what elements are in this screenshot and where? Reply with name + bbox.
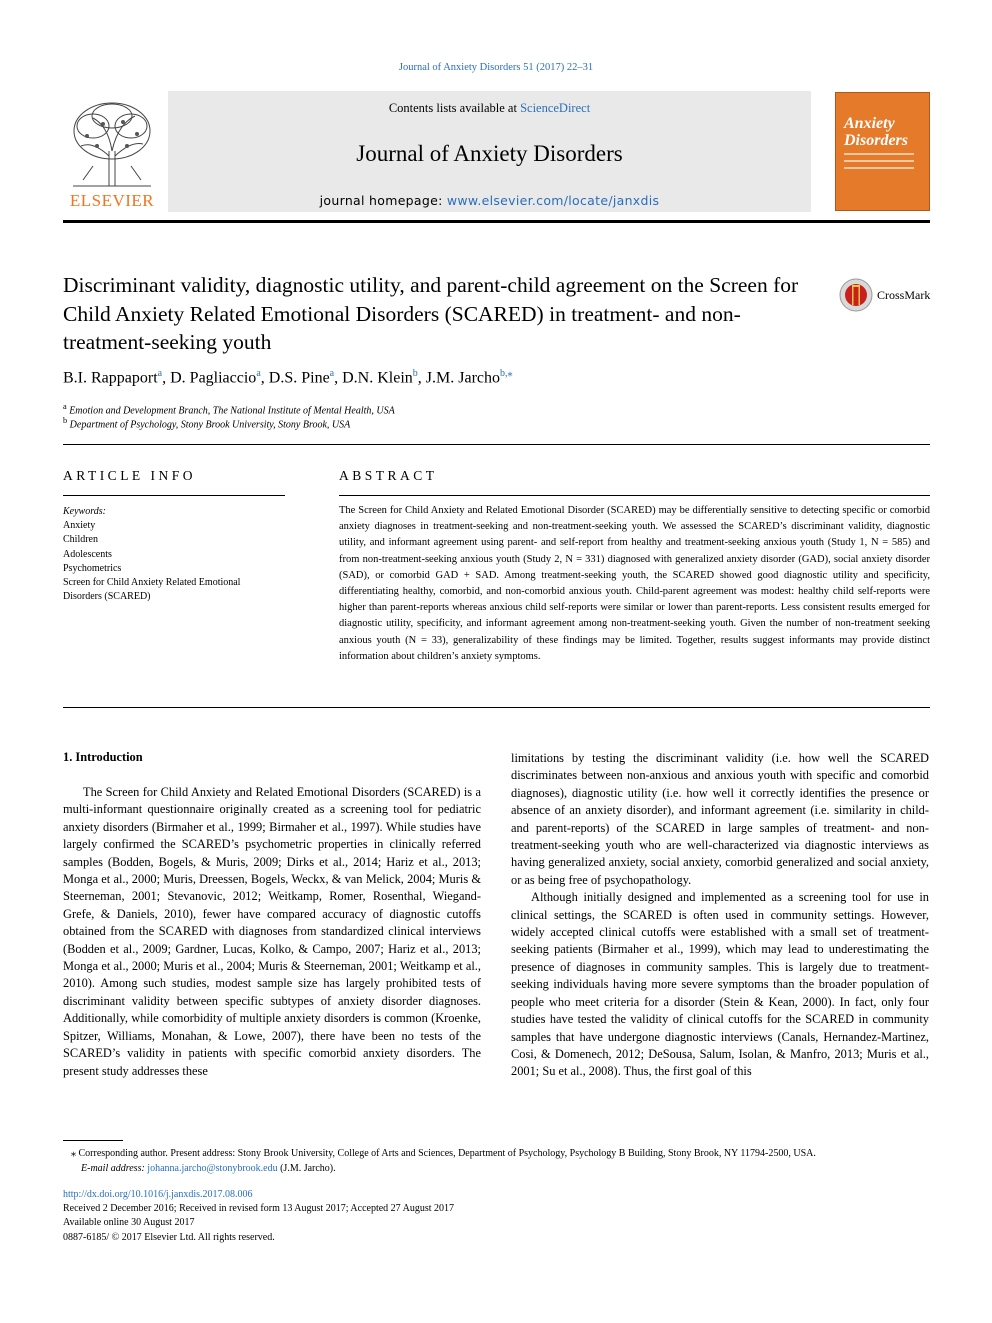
article-meta	[63, 1188, 454, 1245]
author[interactable]: B.I. Rappaport	[63, 369, 158, 387]
corresponding-author-note: Corresponding author. Present address: Stony Brook University, College of Arts and Sciences, Department of Psychology, Psychology B Building, Stony Brook, NY 11794-2500, USA.	[78, 1148, 816, 1159]
received-dates: Received 2 December 2016; Received in revised form 13 August 2017; Accepted 27 August 2017	[63, 1203, 455, 1215]
authors-divider	[63, 444, 930, 445]
keyword: Disorders (SCARED)	[63, 591, 151, 603]
footnote	[63, 1146, 930, 1176]
intro-paragraph: limitations by testing the discriminant validity (i.e. how well the SCARED discriminates between non-anxious and anxious youth with specific and comorbid diagnoses), diagnostic utility (i.e. how well it correctly identifies the presence or absence of an anxiety disorder), and informant agreement (i.e. similarity in child- and parent-reports) of the SCARED in large samples of treatment- and non-treatment-seeking youth who are well-characterized via diagnostic interviews as having generalized anxiety, social anxiety, comorbid generalized and social anxiety, or as being free of psychopathology.	[511, 751, 929, 887]
author-sup: b,⁎	[500, 368, 513, 379]
crossmark-badge[interactable]	[838, 277, 930, 313]
article-info-heading: ARTICLE INFO	[63, 468, 197, 483]
author-sup: b	[412, 368, 418, 379]
email-suffix: (J.M. Jarcho).	[277, 1163, 336, 1174]
contents-prefix: Contents lists available at	[388, 101, 521, 115]
keyword: Adolescents	[63, 548, 112, 560]
intro-column-left	[63, 784, 481, 1080]
sciencedirect-link[interactable]: ScienceDirect	[520, 101, 591, 115]
affiliation	[63, 416, 913, 430]
crossmark-label: CrossMark	[877, 287, 931, 302]
keywords-label: Keywords:	[63, 506, 106, 517]
publisher-logo-text: ELSEVIER	[69, 191, 155, 210]
homepage-link[interactable]: www.elsevier.com/locate/janxdis	[446, 193, 660, 208]
author[interactable]: D.N. Klein	[342, 369, 413, 387]
keyword: Screen for Child Anxiety Related Emotional	[63, 577, 241, 589]
article-info-rule	[63, 495, 285, 496]
author[interactable]: J.M. Jarcho	[425, 369, 500, 387]
homepage-prefix: journal homepage:	[319, 193, 447, 208]
available-online: Available online 30 August 2017	[63, 1217, 195, 1229]
author-list: B.I. Rappaport$^a$, D. Pagliaccio$^a$, D.S. Pine$^a$, D.N. Klein$^b$, J.M. Jarcho$^{b,⁎}$	[63, 368, 513, 387]
journal-homepage	[168, 193, 811, 208]
intro-paragraph: Although initially designed and implemented as a screening tool for use in clinical settings, the SCARED is often used in community settings. However, widely accepted clinical cutoffs were established with a small set of treatment-seeking patients (Birmaher et al., 1999), which may lead to underestimating the presence of diagnoses in community samples. This is largely due to treatment-seeking individuals having more severe symptoms than the broader population of people who meet criteria for a disorder (Stein & Kean, 2000). In fact, only four studies have tested the validity of clinical cutoffs for the SCARED in community samples that have undergone diagnostic interviews (Canals, Hernandez-Martinez, Cosi, & Domenech, 2012; DeSousa, Salum, Isolan, & Manfro, 2013; Muris et al., 2001; Su et al., 2008). Thus, the first goal of this	[511, 890, 929, 1079]
author[interactable]: D.S. Pine	[268, 369, 330, 387]
author-sup: a	[256, 368, 261, 379]
affiliation-sup: b	[63, 416, 68, 425]
affiliation-text: Department of Psychology, Stony Brook University, Stony Brook, USA	[69, 419, 351, 431]
email-label: E-mail address:	[81, 1163, 148, 1174]
intro-column-right	[511, 750, 929, 1081]
journal-cover-thumbnail	[835, 92, 930, 211]
cover-title-line1: Anxiety	[844, 115, 895, 132]
footnote-marker: ⁎	[71, 1148, 76, 1159]
author-sup: a	[157, 368, 163, 379]
author[interactable]: D. Pagliaccio	[170, 369, 257, 387]
cover-decoration	[844, 153, 914, 174]
abstract-rule	[339, 495, 930, 496]
cover-title-line2: Disorders	[844, 132, 909, 149]
footnote-rule	[63, 1140, 123, 1141]
section-heading-introduction: 1. Introduction	[63, 750, 143, 764]
email-link[interactable]: johanna.jarcho@stonybrook.edu	[147, 1163, 278, 1174]
abstract-heading: ABSTRACT	[339, 468, 438, 483]
author-sup: a	[329, 368, 335, 379]
keyword: Children	[63, 534, 98, 546]
article-title: Discriminant validity, diagnostic utility, and parent-child agreement on the Screen for Child Anxiety Related Emotional Disorders (SCARED) in treatment- and non-treatment-seeking youth	[63, 273, 799, 354]
journal-citation[interactable]: Journal of Anxiety Disorders 51 (2017) 22–31	[398, 62, 594, 73]
keywords-block	[63, 505, 283, 604]
abstract-divider	[63, 707, 930, 708]
affiliation-text: Emotion and Development Branch, The National Institute of Mental Health, USA	[69, 405, 395, 417]
keyword: Psychometrics	[63, 562, 122, 574]
header-divider	[63, 220, 930, 223]
affiliation	[63, 402, 913, 416]
abstract-text: The Screen for Child Anxiety and Related Emotional Disorder (SCARED) may be differentially sensitive to detecting specific or comorbid anxiety diagnoses in treatment-seeking and non-treatment-seeking youth. We assessed the SCARED’s discriminant validity, diagnostic utility, and informant agreement using parent- and self-report from healthy and treatment-seeking anxious youth (Study 1, N = 585) and from non-treatment-seeking anxious youth (Study 2, N = 331) diagnosed with generalized anxiety disorder (GAD), social anxiety disorder (SAD), or comorbid GAD + SAD. Among treatment-seeking youth, the SCARED showed good diagnostic utility and specificity, differentiating healthy, comorbid, and non-comorbid anxious youth. Child-parent agreement was modest: healthy child self-reports were higher than parent-reports whereas anxious child self-reports were similar or lower than parent-reports. Less consistent results emerged for diagnostic utility, specificity, and informant agreement among non-treatment-seeking youth. Given the number of non-treatment seeking anxious youth (N = 33), generalizability of these findings may be limited. Together, results suggest informants may provide distinct information about children’s anxiety symptoms.	[339, 505, 930, 662]
crossmark-icon	[838, 277, 874, 313]
intro-paragraph: The Screen for Child Anxiety and Related Emotional Disorders (SCARED) is a multi-informant questionnaire originally created as a screening tool for pediatric anxiety disorders (Birmaher et al., 1999; Birmaher et al., 1997). While studies have largely confirmed the SCARED’s psychometric properties in clinically referred samples (Bodden, Bogels, & Muris, 2009; Dirks et al., 2014; Hariz et al., 2013; Monga et al., 2000; Muris, Dreessen, Bogels, Weckx, & van Melick, 2004; Muris & Steerneman, 2001; Stevanovic, 2012; Weitkamp, Romer, Rosenthal, Wiegand-Grefe, & Daniels, 2010), fewer have compared accuracy of diagnostic cutoffs obtained from the SCARED with diagnoses from standardized clinical interviews (Bodden et al., 2009; Gardner, Lucas, Kolko, & Campo, 2007; Hariz et al., 2013; Monga et al., 2000; Muris et al., 2004; Muris & Steerneman, 2001; Weitkamp et al., 2010). Among such studies, modest sample size has largely prohibited tests of discriminant validity between specific subtypes of anxiety disorder diagnoses. Additionally, while comorbidity of multiple anxiety disorders is common (Kroenke, Spitzer, Williams, Monahan, & Lowe, 2007), there have been no tests of the SCARED’s validity in patients with specific comorbid anxiety disorders. The present study addresses these	[63, 785, 481, 1078]
affiliation-sup: a	[63, 402, 67, 411]
contents-available	[168, 101, 811, 116]
keyword: Anxiety	[63, 520, 96, 532]
copyright: 0887-6185/ © 2017 Elsevier Ltd. All rights reserved.	[63, 1231, 275, 1243]
doi-link[interactable]: http://dx.doi.org/10.1016/j.janxdis.2017.08.006	[63, 1189, 253, 1200]
journal-title: Journal of Anxiety Disorders	[356, 141, 623, 166]
